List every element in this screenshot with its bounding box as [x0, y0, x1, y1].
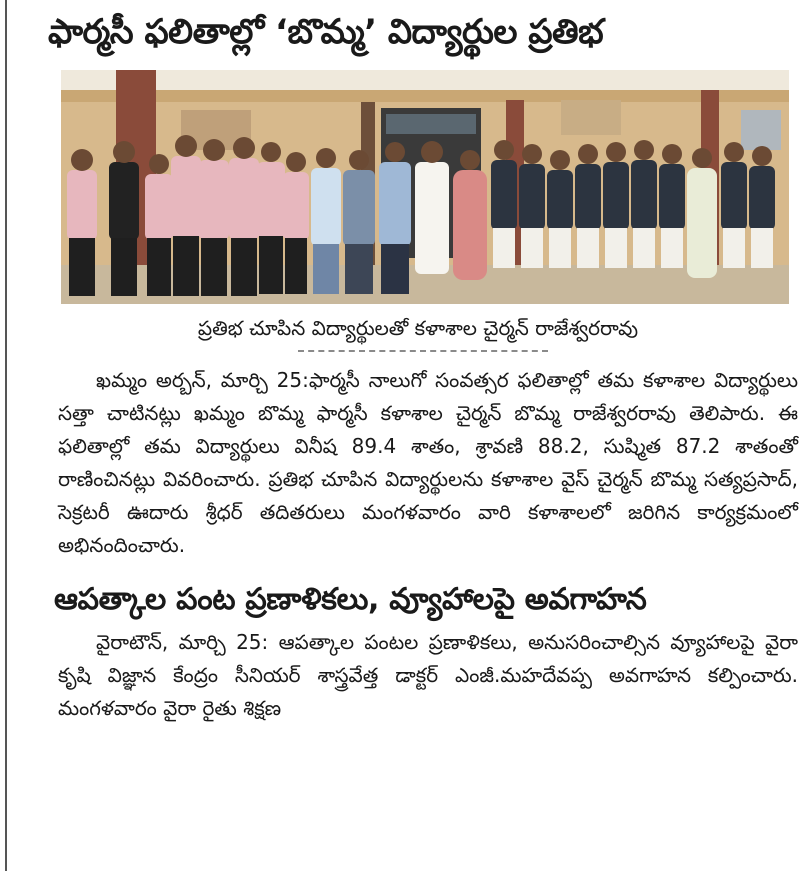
photo-caption: ప్రతిభ చూపిన విద్యార్థులతో కళాశాల చైర్మన్ రాజేశ్వరరావు [197, 316, 639, 340]
article1-body [58, 364, 798, 562]
article2-headline: ఆపత్కాల పంట ప్రణాళికలు, వ్యూహాలపై అవగాహన [54, 582, 647, 617]
article1-paragraph: ఖమ్మం అర్బన్, మార్చి 25:ఫార్మసీ నాలుగో సంవత్సర ఫలితాల్లో తమ కళాశాల విద్యార్థులు సత్తా చాటినట్లు ఖమ్మం బొమ్మ ఫార్మసీ కళాశాల చైర్మన్ బొమ్మ రాజేశ్వరరావు తెలిపారు. ఈ ఫలితాల్లో తమ విద్యార్థులు వినీష 89.4 శాతం, శ్రావణి 88.2, సుష్మిత 87.2 శాతంతో రాణించినట్లు వివరించారు. ప్రతిభ చూపిన విద్యార్థులను కళాశాల వైస్ చైర్మన్ బొమ్మ సత్యప్రసాద్, సెక్రటరీ ఊదారు శ్రీధర్ తదితరులు మంగళవారం వారి కళాశాలలో జరిగిన కార్యక్రమంలో అభినందించారు. [58, 368, 798, 557]
article1-headline: ఫార్మసీ ఫలితాల్లో ‘బొమ్మ’ విద్యార్థుల ప్రతిభ [48, 12, 604, 52]
caption-divider [298, 350, 548, 352]
article2-paragraph: వైరాటౌన్, మార్చి 25: ఆపత్కాల పంటల ప్రణాళికలు, అనుసరించాల్సిన వ్యూహాలపై వైరా కృషి విజ్ఞాన కేంద్రం సీనియర్ శాస్త్రవేత్త డాక్టర్ ఎంజీ.మహదేవప్ప అవగాహన కల్పించారు. మంగళవారం వైరా రైతు శిక్షణ [58, 630, 798, 720]
column-divider [5, 0, 7, 871]
article2-body [58, 626, 798, 725]
newspaper-clipping [14, 0, 798, 725]
group-photo [61, 70, 789, 304]
